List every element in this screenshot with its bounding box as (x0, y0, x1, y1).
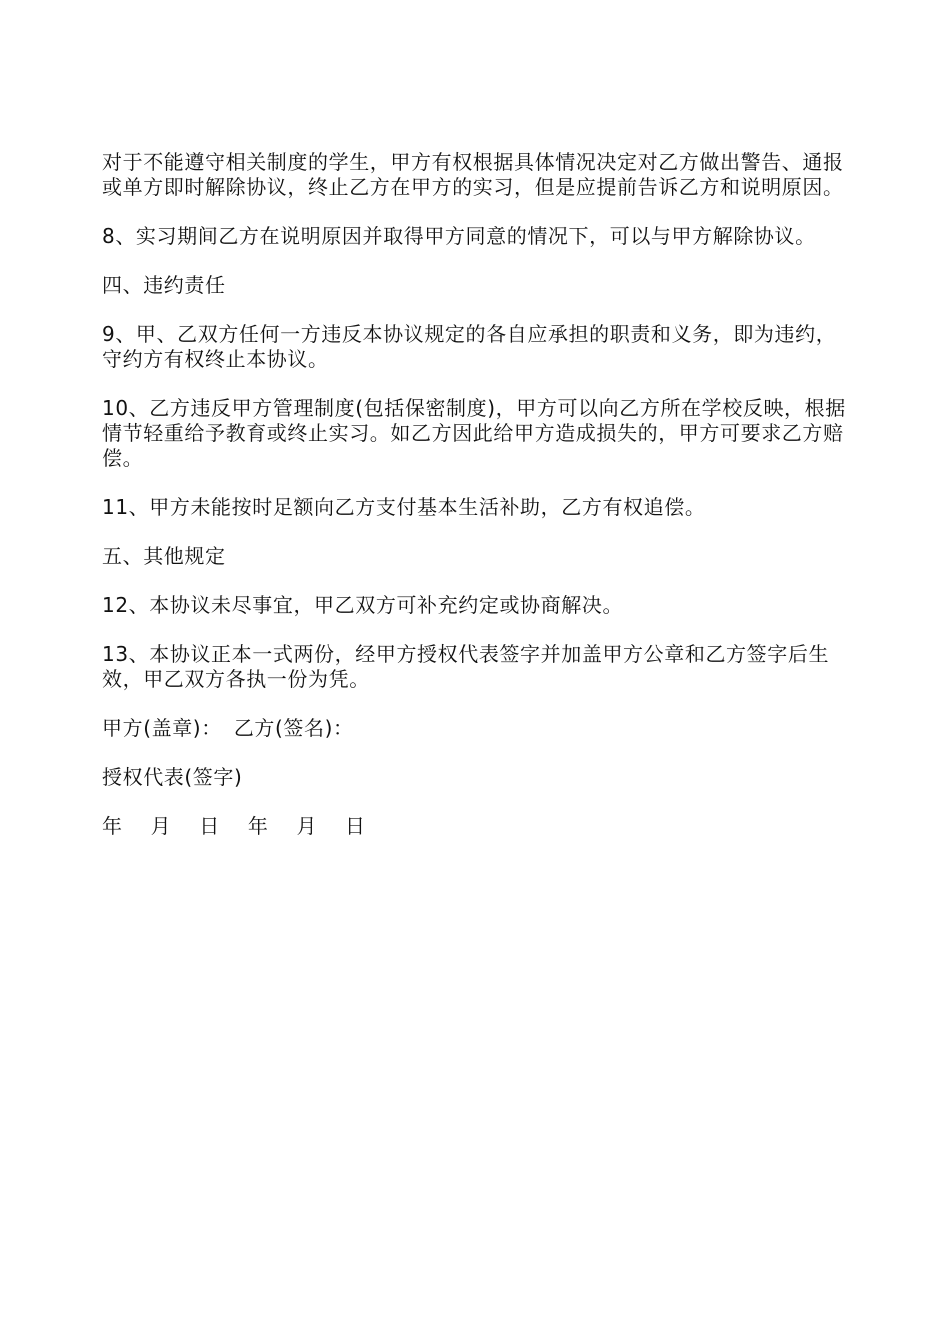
date-day-label: 日 (345, 814, 366, 838)
section-heading-breach: 四、违约责任 (102, 273, 226, 297)
document-body (102, 150, 852, 863)
paragraph-clause-8: 8、实习期间乙方在说明原因并取得甲方同意的情况下，可以与甲方解除协议。 (102, 224, 816, 248)
date-line (102, 814, 852, 839)
date-year-label: 年 (247, 814, 269, 838)
party-b-sign-label: 乙方(签名)： (233, 716, 354, 740)
paragraph-discipline: 对于不能遵守相关制度的学生，甲方有权根据具体情况决定对乙方做出警告、通报或单方即时解除协议，终止乙方在甲方的实习，但是应提前告诉乙方和说明原因。 (102, 150, 844, 199)
section-heading-other: 五、其他规定 (102, 544, 226, 568)
signature-parties (102, 716, 852, 741)
paragraph-clause-12: 12、本协议未尽事宜，甲乙双方可补充约定或协商解决。 (102, 593, 624, 617)
representative-sign-label: 授权代表(签字) (102, 765, 243, 789)
paragraph-clause-11: 11、甲方未能按时足额向乙方支付基本生活补助，乙方有权追偿。 (102, 495, 706, 519)
date-year-label: 年 (102, 814, 123, 838)
date-month-label: 月 (150, 814, 172, 838)
date-day-label: 日 (199, 814, 220, 838)
paragraph-clause-9: 9、甲、乙双方任何一方违反本协议规定的各自应承担的职责和义务，即为违约，守约方有权终止本协议。 (102, 322, 837, 371)
paragraph-clause-10: 10、乙方违反甲方管理制度(包括保密制度)，甲方可以向乙方所在学校反映，根据情节轻重给予教育或终止实习。如乙方因此给甲方造成损失的，甲方可要求乙方赔偿。 (102, 396, 846, 470)
party-a-seal-label: 甲方(盖章)： (102, 716, 222, 740)
date-month-label: 月 (296, 814, 318, 838)
signature-representative (102, 765, 852, 790)
paragraph-clause-13: 13、本协议正本一式两份，经甲方授权代表签字并加盖甲方公章和乙方签字后生效，甲乙双方各执一份为凭。 (102, 642, 830, 691)
